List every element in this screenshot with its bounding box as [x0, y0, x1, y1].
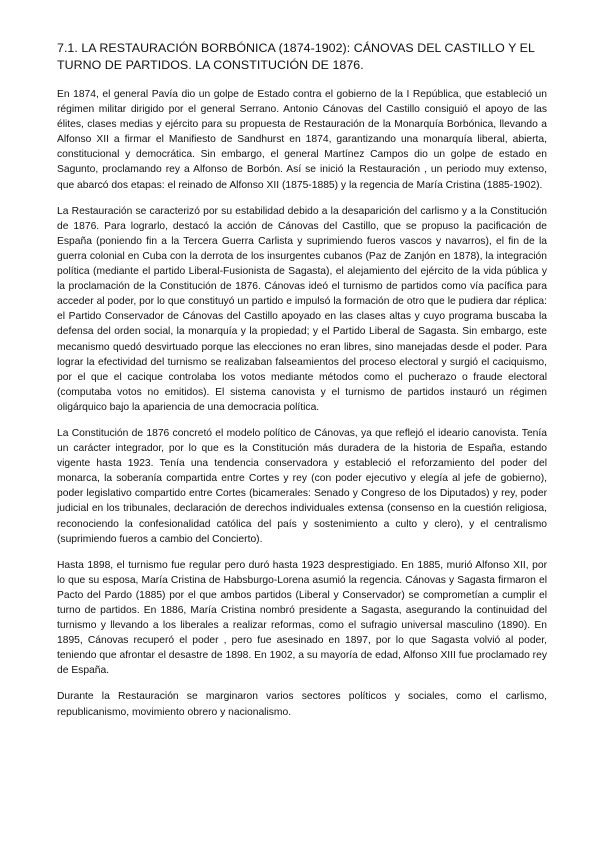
paragraph-sectores-marginados: Durante la Restauración se marginaron varios sectores políticos y sociales, como el carlismo, republicanismo, movimiento obrero y nacionalismo. [57, 691, 547, 718]
paragraph-restauracion-estabilidad: La Restauración se caracterizó por su estabilidad debido a la desaparición del carlismo y a la Constitución de 1876. Para lograrlo, destacó la acción de Cánovas del Castillo, que se propuso la pacificación de España (poniendo fin a la Tercera Guerra Carlista y suprimiendo fueros vascos y navarros), el fin de la guerra colonial en Cuba con la derrota de los insurgentes cubanos (Paz de Zanjón en 1878), la integración política (mediante el partido Liberal-Fusionista de Sagasta), el alejamiento del ejército de la vida pública y la proclamación de la Constitución de 1876. Cánovas ideó el turnismo de partidos como vía pacífica para acceder al poder, por lo que constituyó un partido e impulsó la formación de otro que le pudiera dar réplica: el Partido Conservador de Cánovas del Castillo apoyado en las clases altas y cuyo programa buscaba la defensa del orden social, la monarquía y la propiedad; y el Partido Liberal de Sagasta. Sin embargo, este mecanismo quedó desvirtuado porque las elecciones no eran libres, sino manejadas desde el poder. Para lograr la efectividad del turnismo se realizaban falseamientos del proceso electoral y surgió el caciquismo, por el que el cacique controlaba los votos mediante métodos como el pucherazo o fraude electoral (computaba votos no emitidos). El sistema canovista y el turnismo de partidos instauró un régimen oligárquico bajo la apariencia de una democracia política. [57, 205, 547, 413]
paragraph-constitucion-1876: La Constitución de 1876 concretó el modelo político de Cánovas, ya que reflejó el ideario canovista. Tenía un carácter integrador, por lo que es la Constitución más duradera de la historia de España, estando vigente hasta 1923. Tenía una tendencia conservadora y estableció el reforzamiento del poder del monarca, la soberanía compartida entre Cortes y rey (con poder ejecutivo y elegía al jefe de gobierno), poder legislativo compartido entre Cortes (bicamerales: Senado y Congreso de los Diputados) y rey, poder judicial en los tribunales, declaración de derechos individuales extensa (consenso en la cuestión religiosa, reconociendo la confesionalidad católica del país y sostenimiento a culto y clero), y el centralismo (suprimiendo fueros a cambio del Concierto). [57, 427, 547, 545]
paragraph-turnismo-regencia: Hasta 1898, el turnismo fue regular pero duró hasta 1923 desprestigiado. En 1885, murió Alfonso XII, por lo que su esposa, María Cristina de Habsburgo-Lorena asumió la regencia. Cánovas y Sagasta firmaron el Pacto del Pardo (1885) por el que ambos partidos (Liberal y Conservador) se comprometían a cumplir el turno de partidos. En 1886, María Cristina nombró presidente a Sagasta, asegurando la continuidad del turnismo y llevando a los liberales a realizar reformas, como el sufragio universal masculino (1890). En 1895, Cánovas recuperó el poder , pero fue asesinado en 1897, por lo que Sagasta volvió al poder, teniendo que afrontar el desastre de 1898. En 1902, a su mayoría de edad, Alfonso XIII fue proclamado rey de España. [57, 559, 547, 677]
document-title: 7.1. LA RESTAURACIÓN BORBÓNICA (1874-1902): CÁNOVAS DEL CASTILLO Y EL TURNO DE PARTIDOS. LA CONSTITUCIÓN DE 1876. [57, 41, 535, 72]
paragraph-intro: En 1874, el general Pavía dio un golpe de Estado contra el gobierno de la I República, que estableció un régimen militar dirigido por el general Serrano. Antonio Cánovas del Castillo consiguió el apoyo de las élites, clases medias y ejército para su propuesta de Restauración de la Monarquía Borbónica, llevando a Alfonso XII a firmar el Manifiesto de Sandhurst en 1874, garantizando una monarquía liberal, abierta, constitucional y democrática. Sin embargo, el general Martínez Campos dio un golpe de estado en Sagunto, proclamando rey a Alfonso de Borbón. Así se inició la Restauración , un periodo muy extenso, que abarcó dos etapas: el reinado de Alfonso XII (1875-1885) y la regencia de María Cristina (1885-1902). [57, 89, 547, 191]
document-page [57, 40, 547, 731]
